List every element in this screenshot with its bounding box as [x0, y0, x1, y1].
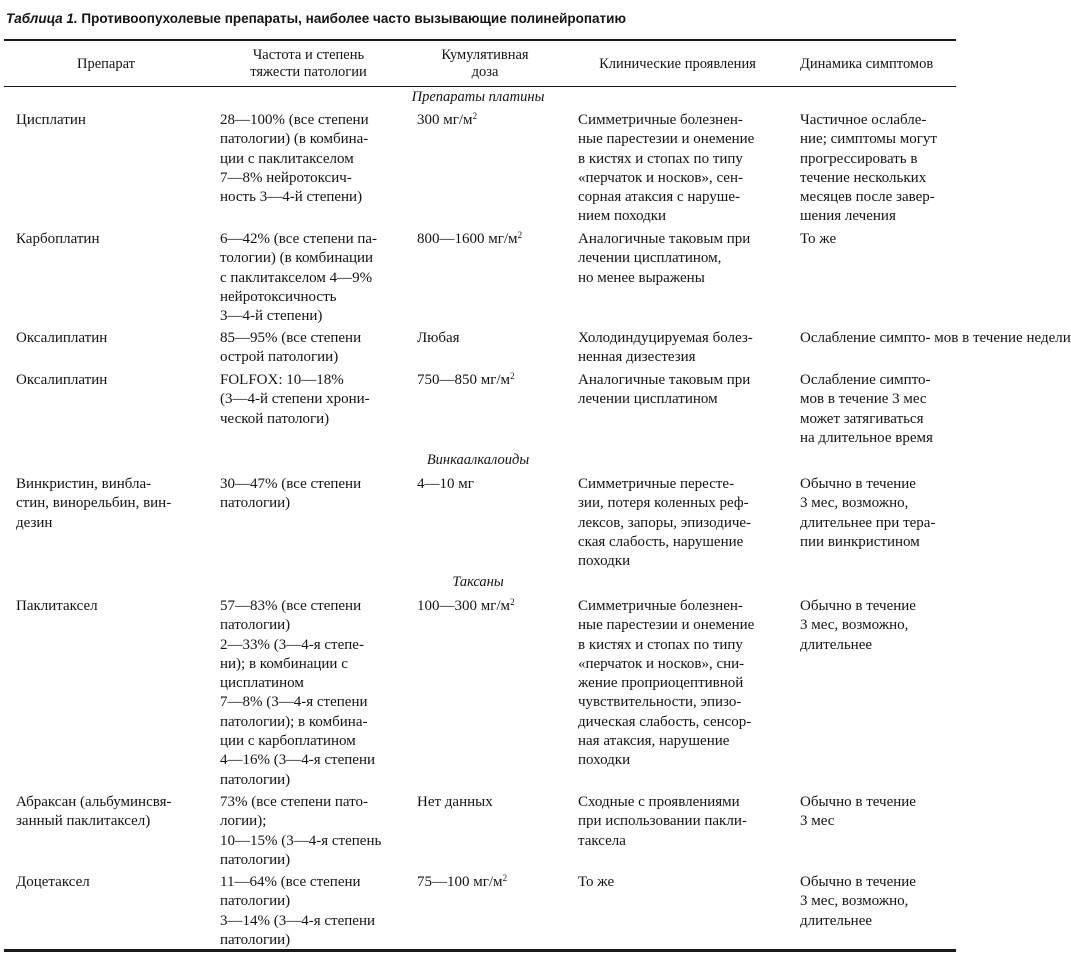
dose-value: Любая — [417, 330, 460, 346]
cell-dynamics: Обычно в течение 3 мес, возможно, длительнее — [800, 598, 916, 653]
cell-clinical: Аналогичные таковым при лечении цисплатином — [578, 372, 751, 408]
cell-dynamics: Обычно в течение 3 мес — [800, 794, 916, 830]
cell-dose — [417, 475, 572, 494]
cell-dynamics: То же — [800, 231, 837, 247]
cell-dose — [417, 597, 572, 616]
dose-value: Нет данных — [417, 794, 493, 810]
cell-frequency: 57—83% (все степени патологии) 2—33% (3—4-я степе- ни); в комбинации с цисплатином 7—8% (3—4-я степени патологии); в комбина- ции с карбоплатином 4—16% (3—4-я степени патологии) — [220, 598, 375, 788]
dose-exponent: 2 — [510, 371, 515, 381]
cell-frequency: 6—42% (все степени па- тологии) (в комбинации с паклитакселом 4—9% нейротоксичность 3—4-й степени) — [220, 231, 378, 325]
cell-frequency: FOLFOX: 10—18% (3—4-й степени хрони- ческой патологи) — [220, 372, 370, 427]
dose-value: 800—1600 мг/м — [417, 231, 518, 247]
header-frequency: Частота и степень тяжести патологии — [250, 47, 367, 80]
dose-value: 4—10 мг — [417, 476, 474, 492]
cell-dynamics: Ослабление симпто- мов в течение 3 мес может затягиваться на длительное время — [800, 372, 933, 446]
cell-frequency: 11—64% (все степени патологии) 3—14% (3—4-я степени патологии) — [220, 874, 375, 948]
caption-text: Противоопухолевые препараты, наиболее часто вызывающие полинейропатию — [81, 11, 626, 26]
table-caption — [6, 11, 626, 26]
cell-clinical: Симметричные болезнен- ные парестезии и онемение в кистях и стопах по типу «перчаток и носков», сни- жение проприоцептивной чувствительности, эпизо- дическая слабость, сенсор- ная атаксия, нарушение походки — [578, 598, 755, 769]
cell-clinical: То же — [578, 874, 615, 890]
group-taxanes: Таксаны — [452, 574, 504, 590]
dose-exponent: 2 — [472, 111, 478, 121]
dose-value: 300 мг/м — [417, 112, 473, 128]
dose-exponent: 2 — [502, 873, 508, 883]
cell-drug: Карбоплатин — [16, 231, 100, 247]
cell-clinical: Симметричные болезнен- ные парестезии и онемение в кистях и стопах по типу «перчаток и носков», сен- сорная атаксия с наруше- нием походки — [578, 112, 755, 225]
cell-dose — [417, 793, 572, 812]
top-rule — [4, 39, 956, 41]
bottom-rule — [4, 949, 956, 952]
cell-dose — [417, 371, 572, 390]
cell-dose — [417, 873, 572, 892]
dose-value: 100—300 мг/м — [417, 598, 511, 614]
cell-dose — [417, 329, 572, 348]
cell-dose — [417, 230, 572, 249]
cell-dynamics: Обычно в течение 3 мес, возможно, длительнее — [800, 874, 916, 929]
header-rule — [4, 86, 956, 87]
cell-frequency: 30—47% (все степени патологии) — [220, 476, 362, 512]
cell-drug: Абраксан (альбуминсвя- занный паклитаксел) — [16, 794, 172, 830]
dose-exponent: 2 — [510, 597, 515, 607]
header-clinical: Клинические проявления — [599, 56, 756, 72]
cell-clinical: Сходные с проявлениями при использовании пакли- таксела — [578, 794, 747, 849]
cell-clinical: Аналогичные таковым при лечении цисплатином, но менее выражены — [578, 231, 751, 286]
dose-value: 75—100 мг/м — [417, 874, 503, 890]
group-vinca: Винкаалкалоиды — [426, 452, 530, 468]
cell-drug: Оксалиплатин — [16, 330, 108, 346]
cell-drug: Винкристин, винбла- стин, винорельбин, вин- дезин — [16, 476, 172, 531]
cell-frequency: 28—100% (все степени патологии) (в комбина- ции с паклитакселом 7—8% нейротоксич- ность 3—4-й степени) — [220, 112, 369, 206]
cell-frequency: 73% (все степени пато- логии); 10—15% (3—4-я степень патологии) — [220, 794, 382, 868]
cell-drug: Паклитаксел — [16, 598, 98, 614]
dose-exponent: 2 — [517, 230, 523, 240]
cell-clinical: Холодиндуцируемая болез- ненная дизестезия — [578, 330, 753, 366]
cell-clinical: Симметричные пересте- зии, потеря коленных реф- лексов, запоры, эпизодиче- ская слабость, нарушение походки — [578, 476, 752, 570]
cell-drug: Цисплатин — [16, 112, 86, 128]
group-platinum: Препараты платины — [411, 89, 545, 105]
header-dynamics: Динамика симптомов — [800, 56, 934, 72]
header-dose: Кумулятивная доза — [441, 47, 529, 80]
caption-label: Таблица 1. — [6, 11, 78, 26]
cell-drug: Оксалиплатин — [16, 372, 108, 388]
header-drug: Препарат — [77, 56, 135, 72]
cell-dose — [417, 111, 572, 130]
cell-dynamics: Ослабление симпто- мов в течение недели — [800, 330, 1071, 346]
cell-drug: Доцетаксел — [16, 874, 90, 890]
cell-dynamics: Частичное ослабле- ние; симптомы могут прогрессировать в течение нескольких месяцев после завер- шения лечения — [800, 112, 937, 225]
cell-dynamics: Обычно в течение 3 мес, возможно, длительнее при тера- пии винкристином — [800, 476, 936, 550]
cell-frequency: 85—95% (все степени острой патологии) — [220, 330, 362, 366]
dose-value: 750—850 мг/м — [417, 372, 511, 388]
